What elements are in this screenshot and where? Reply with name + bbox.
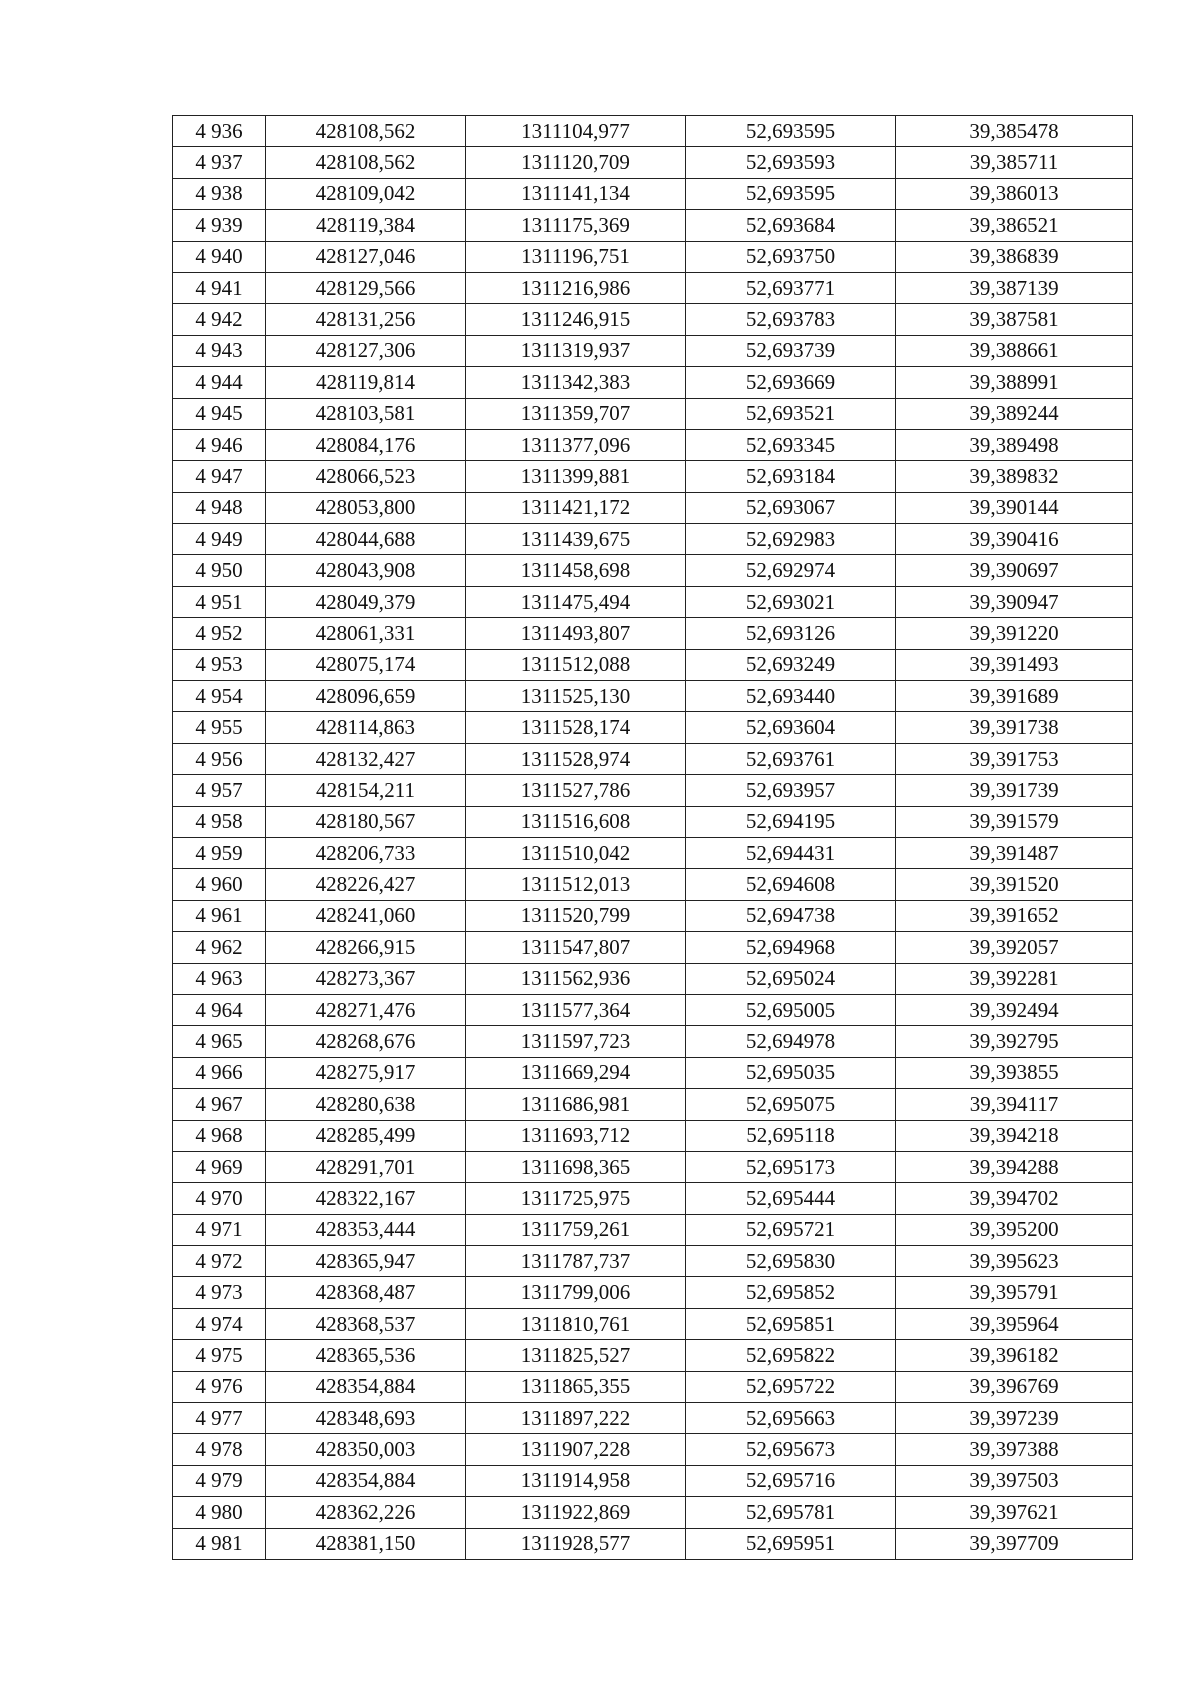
table-row [173,1026,1133,1057]
longitude-cell: 39,391220 [896,618,1133,649]
coord-x-cell: 428061,331 [266,618,466,649]
point-number-cell: 4 967 [173,1089,266,1120]
coord-x-cell: 428084,176 [266,429,466,460]
point-number-cell: 4 976 [173,1371,266,1402]
coord-y-cell: 1311562,936 [466,963,686,994]
longitude-cell: 39,387139 [896,272,1133,303]
latitude-cell: 52,693739 [686,335,896,366]
table-row [173,116,1133,147]
table-row [173,586,1133,617]
coord-x-cell: 428096,659 [266,681,466,712]
longitude-cell: 39,390947 [896,586,1133,617]
latitude-cell: 52,695830 [686,1246,896,1277]
coord-y-cell: 1311104,977 [466,116,686,147]
coord-x-cell: 428127,306 [266,335,466,366]
coord-x-cell: 428180,567 [266,806,466,837]
coord-y-cell: 1311577,364 [466,994,686,1025]
longitude-cell: 39,397388 [896,1434,1133,1465]
point-number-cell: 4 944 [173,367,266,398]
point-number-cell: 4 965 [173,1026,266,1057]
coord-y-cell: 1311342,383 [466,367,686,398]
coord-y-cell: 1311512,088 [466,649,686,680]
table-row [173,1340,1133,1371]
latitude-cell: 52,693021 [686,586,896,617]
coord-x-cell: 428043,908 [266,555,466,586]
latitude-cell: 52,694968 [686,932,896,963]
latitude-cell: 52,693684 [686,210,896,241]
latitude-cell: 52,693521 [686,398,896,429]
point-number-cell: 4 952 [173,618,266,649]
coord-x-cell: 428368,487 [266,1277,466,1308]
longitude-cell: 39,391487 [896,837,1133,868]
table-row [173,304,1133,335]
table-row [173,147,1133,178]
table-row [173,1089,1133,1120]
longitude-cell: 39,397503 [896,1465,1133,1496]
latitude-cell: 52,693783 [686,304,896,335]
longitude-cell: 39,393855 [896,1057,1133,1088]
coord-y-cell: 1311547,807 [466,932,686,963]
point-number-cell: 4 938 [173,178,266,209]
coord-y-cell: 1311928,577 [466,1528,686,1559]
point-number-cell: 4 946 [173,429,266,460]
coord-x-cell: 428066,523 [266,461,466,492]
point-number-cell: 4 937 [173,147,266,178]
table-row [173,1497,1133,1528]
coordinates-table-body [173,116,1133,1560]
coord-y-cell: 1311512,013 [466,869,686,900]
table-row [173,743,1133,774]
coord-y-cell: 1311493,807 [466,618,686,649]
coord-x-cell: 428129,566 [266,272,466,303]
coord-x-cell: 428273,367 [266,963,466,994]
table-row [173,1434,1133,1465]
latitude-cell: 52,695722 [686,1371,896,1402]
coord-x-cell: 428044,688 [266,524,466,555]
coord-y-cell: 1311399,881 [466,461,686,492]
table-row [173,1246,1133,1277]
latitude-cell: 52,693067 [686,492,896,523]
coord-x-cell: 428291,701 [266,1151,466,1182]
coord-y-cell: 1311914,958 [466,1465,686,1496]
coord-x-cell: 428119,384 [266,210,466,241]
latitude-cell: 52,692974 [686,555,896,586]
coord-y-cell: 1311669,294 [466,1057,686,1088]
latitude-cell: 52,693957 [686,775,896,806]
table-row [173,524,1133,555]
table-row [173,241,1133,272]
longitude-cell: 39,395964 [896,1308,1133,1339]
latitude-cell: 52,695663 [686,1403,896,1434]
coord-y-cell: 1311725,975 [466,1183,686,1214]
latitude-cell: 52,693184 [686,461,896,492]
coord-x-cell: 428049,379 [266,586,466,617]
table-row [173,994,1133,1025]
longitude-cell: 39,395200 [896,1214,1133,1245]
coord-y-cell: 1311825,527 [466,1340,686,1371]
coord-x-cell: 428108,562 [266,116,466,147]
coord-y-cell: 1311528,174 [466,712,686,743]
table-row [173,272,1133,303]
point-number-cell: 4 957 [173,775,266,806]
latitude-cell: 52,693595 [686,116,896,147]
longitude-cell: 39,388661 [896,335,1133,366]
latitude-cell: 52,694608 [686,869,896,900]
point-number-cell: 4 942 [173,304,266,335]
latitude-cell: 52,693669 [686,367,896,398]
longitude-cell: 39,394218 [896,1120,1133,1151]
coord-y-cell: 1311527,786 [466,775,686,806]
point-number-cell: 4 974 [173,1308,266,1339]
coord-x-cell: 428127,046 [266,241,466,272]
coord-x-cell: 428381,150 [266,1528,466,1559]
longitude-cell: 39,390416 [896,524,1133,555]
latitude-cell: 52,693595 [686,178,896,209]
table-row [173,335,1133,366]
point-number-cell: 4 978 [173,1434,266,1465]
coord-y-cell: 1311458,698 [466,555,686,586]
point-number-cell: 4 969 [173,1151,266,1182]
coord-x-cell: 428280,638 [266,1089,466,1120]
latitude-cell: 52,694978 [686,1026,896,1057]
coord-x-cell: 428206,733 [266,837,466,868]
point-number-cell: 4 954 [173,681,266,712]
latitude-cell: 52,693440 [686,681,896,712]
coord-y-cell: 1311799,006 [466,1277,686,1308]
table-row [173,1403,1133,1434]
coord-x-cell: 428075,174 [266,649,466,680]
table-row [173,775,1133,806]
table-row [173,1371,1133,1402]
latitude-cell: 52,695673 [686,1434,896,1465]
coord-y-cell: 1311141,134 [466,178,686,209]
coord-y-cell: 1311759,261 [466,1214,686,1245]
coord-y-cell: 1311520,799 [466,900,686,931]
point-number-cell: 4 951 [173,586,266,617]
point-number-cell: 4 962 [173,932,266,963]
latitude-cell: 52,695005 [686,994,896,1025]
latitude-cell: 52,695075 [686,1089,896,1120]
coord-x-cell: 428114,863 [266,712,466,743]
coord-x-cell: 428119,814 [266,367,466,398]
coord-x-cell: 428108,562 [266,147,466,178]
coord-x-cell: 428365,947 [266,1246,466,1277]
point-number-cell: 4 960 [173,869,266,900]
coord-x-cell: 428365,536 [266,1340,466,1371]
point-number-cell: 4 971 [173,1214,266,1245]
longitude-cell: 39,391753 [896,743,1133,774]
table-row [173,932,1133,963]
table-row [173,210,1133,241]
point-number-cell: 4 964 [173,994,266,1025]
longitude-cell: 39,391739 [896,775,1133,806]
longitude-cell: 39,392057 [896,932,1133,963]
longitude-cell: 39,397709 [896,1528,1133,1559]
longitude-cell: 39,386839 [896,241,1133,272]
latitude-cell: 52,695716 [686,1465,896,1496]
longitude-cell: 39,392494 [896,994,1133,1025]
longitude-cell: 39,389832 [896,461,1133,492]
table-row [173,492,1133,523]
longitude-cell: 39,397239 [896,1403,1133,1434]
coord-x-cell: 428275,917 [266,1057,466,1088]
latitude-cell: 52,695822 [686,1340,896,1371]
longitude-cell: 39,390144 [896,492,1133,523]
table-row [173,649,1133,680]
latitude-cell: 52,693750 [686,241,896,272]
latitude-cell: 52,695035 [686,1057,896,1088]
table-row [173,367,1133,398]
table-row [173,1151,1133,1182]
point-number-cell: 4 943 [173,335,266,366]
latitude-cell: 52,693604 [686,712,896,743]
coord-y-cell: 1311698,365 [466,1151,686,1182]
latitude-cell: 52,695118 [686,1120,896,1151]
point-number-cell: 4 970 [173,1183,266,1214]
coord-y-cell: 1311787,737 [466,1246,686,1277]
coordinates-table [172,115,1133,1560]
point-number-cell: 4 963 [173,963,266,994]
coord-x-cell: 428350,003 [266,1434,466,1465]
point-number-cell: 4 950 [173,555,266,586]
longitude-cell: 39,389244 [896,398,1133,429]
latitude-cell: 52,694431 [686,837,896,868]
coord-x-cell: 428362,226 [266,1497,466,1528]
coord-x-cell: 428322,167 [266,1183,466,1214]
table-row [173,461,1133,492]
point-number-cell: 4 941 [173,272,266,303]
table-row [173,398,1133,429]
table-row [173,837,1133,868]
point-number-cell: 4 947 [173,461,266,492]
longitude-cell: 39,386521 [896,210,1133,241]
point-number-cell: 4 940 [173,241,266,272]
latitude-cell: 52,695851 [686,1308,896,1339]
coord-y-cell: 1311810,761 [466,1308,686,1339]
point-number-cell: 4 956 [173,743,266,774]
coord-x-cell: 428354,884 [266,1371,466,1402]
point-number-cell: 4 955 [173,712,266,743]
point-number-cell: 4 981 [173,1528,266,1559]
coord-y-cell: 1311510,042 [466,837,686,868]
table-row [173,1057,1133,1088]
table-row [173,806,1133,837]
longitude-cell: 39,391579 [896,806,1133,837]
table-row [173,1277,1133,1308]
table-row [173,712,1133,743]
longitude-cell: 39,397621 [896,1497,1133,1528]
table-row [173,900,1133,931]
longitude-cell: 39,395623 [896,1246,1133,1277]
coord-y-cell: 1311897,222 [466,1403,686,1434]
table-row [173,555,1133,586]
coord-x-cell: 428226,427 [266,869,466,900]
coord-y-cell: 1311525,130 [466,681,686,712]
point-number-cell: 4 953 [173,649,266,680]
latitude-cell: 52,693126 [686,618,896,649]
longitude-cell: 39,391652 [896,900,1133,931]
coord-y-cell: 1311421,172 [466,492,686,523]
coord-y-cell: 1311120,709 [466,147,686,178]
coord-y-cell: 1311359,707 [466,398,686,429]
coord-y-cell: 1311693,712 [466,1120,686,1151]
coord-x-cell: 428353,444 [266,1214,466,1245]
coord-y-cell: 1311907,228 [466,1434,686,1465]
latitude-cell: 52,693593 [686,147,896,178]
coord-y-cell: 1311865,355 [466,1371,686,1402]
coord-x-cell: 428131,256 [266,304,466,335]
latitude-cell: 52,695444 [686,1183,896,1214]
latitude-cell: 52,695951 [686,1528,896,1559]
point-number-cell: 4 945 [173,398,266,429]
coord-y-cell: 1311246,915 [466,304,686,335]
latitude-cell: 52,695721 [686,1214,896,1245]
longitude-cell: 39,391689 [896,681,1133,712]
latitude-cell: 52,695173 [686,1151,896,1182]
table-row [173,1183,1133,1214]
coord-x-cell: 428241,060 [266,900,466,931]
point-number-cell: 4 936 [173,116,266,147]
longitude-cell: 39,387581 [896,304,1133,335]
coord-x-cell: 428368,537 [266,1308,466,1339]
longitude-cell: 39,395791 [896,1277,1133,1308]
coord-y-cell: 1311686,981 [466,1089,686,1120]
point-number-cell: 4 968 [173,1120,266,1151]
coord-x-cell: 428154,211 [266,775,466,806]
longitude-cell: 39,385478 [896,116,1133,147]
coord-y-cell: 1311175,369 [466,210,686,241]
coord-y-cell: 1311516,608 [466,806,686,837]
coord-x-cell: 428109,042 [266,178,466,209]
point-number-cell: 4 961 [173,900,266,931]
coord-x-cell: 428132,427 [266,743,466,774]
coord-y-cell: 1311196,751 [466,241,686,272]
point-number-cell: 4 939 [173,210,266,241]
coord-y-cell: 1311528,974 [466,743,686,774]
table-row [173,618,1133,649]
point-number-cell: 4 975 [173,1340,266,1371]
point-number-cell: 4 959 [173,837,266,868]
point-number-cell: 4 948 [173,492,266,523]
longitude-cell: 39,386013 [896,178,1133,209]
longitude-cell: 39,391493 [896,649,1133,680]
latitude-cell: 52,695024 [686,963,896,994]
point-number-cell: 4 980 [173,1497,266,1528]
latitude-cell: 52,693771 [686,272,896,303]
table-row [173,1120,1133,1151]
longitude-cell: 39,396182 [896,1340,1133,1371]
point-number-cell: 4 949 [173,524,266,555]
point-number-cell: 4 973 [173,1277,266,1308]
coord-x-cell: 428348,693 [266,1403,466,1434]
point-number-cell: 4 977 [173,1403,266,1434]
coord-y-cell: 1311216,986 [466,272,686,303]
coord-x-cell: 428285,499 [266,1120,466,1151]
coord-y-cell: 1311377,096 [466,429,686,460]
table-row [173,1465,1133,1496]
longitude-cell: 39,388991 [896,367,1133,398]
latitude-cell: 52,694195 [686,806,896,837]
latitude-cell: 52,695852 [686,1277,896,1308]
table-row [173,1528,1133,1559]
table-row [173,178,1133,209]
latitude-cell: 52,693345 [686,429,896,460]
coord-x-cell: 428354,884 [266,1465,466,1496]
latitude-cell: 52,695781 [686,1497,896,1528]
table-row [173,429,1133,460]
longitude-cell: 39,390697 [896,555,1133,586]
longitude-cell: 39,391520 [896,869,1133,900]
table-row [173,681,1133,712]
longitude-cell: 39,394117 [896,1089,1133,1120]
coord-x-cell: 428103,581 [266,398,466,429]
longitude-cell: 39,394288 [896,1151,1133,1182]
latitude-cell: 52,693249 [686,649,896,680]
table-row [173,1214,1133,1245]
longitude-cell: 39,389498 [896,429,1133,460]
latitude-cell: 52,693761 [686,743,896,774]
longitude-cell: 39,392795 [896,1026,1133,1057]
latitude-cell: 52,692983 [686,524,896,555]
longitude-cell: 39,392281 [896,963,1133,994]
longitude-cell: 39,396769 [896,1371,1133,1402]
coord-y-cell: 1311319,937 [466,335,686,366]
coord-x-cell: 428271,476 [266,994,466,1025]
point-number-cell: 4 958 [173,806,266,837]
longitude-cell: 39,394702 [896,1183,1133,1214]
point-number-cell: 4 979 [173,1465,266,1496]
latitude-cell: 52,694738 [686,900,896,931]
coord-x-cell: 428053,800 [266,492,466,523]
table-row [173,1308,1133,1339]
coord-x-cell: 428266,915 [266,932,466,963]
table-row [173,869,1133,900]
point-number-cell: 4 966 [173,1057,266,1088]
coord-y-cell: 1311922,869 [466,1497,686,1528]
coord-y-cell: 1311597,723 [466,1026,686,1057]
longitude-cell: 39,391738 [896,712,1133,743]
coord-y-cell: 1311439,675 [466,524,686,555]
coord-x-cell: 428268,676 [266,1026,466,1057]
point-number-cell: 4 972 [173,1246,266,1277]
longitude-cell: 39,385711 [896,147,1133,178]
coord-y-cell: 1311475,494 [466,586,686,617]
table-row [173,963,1133,994]
